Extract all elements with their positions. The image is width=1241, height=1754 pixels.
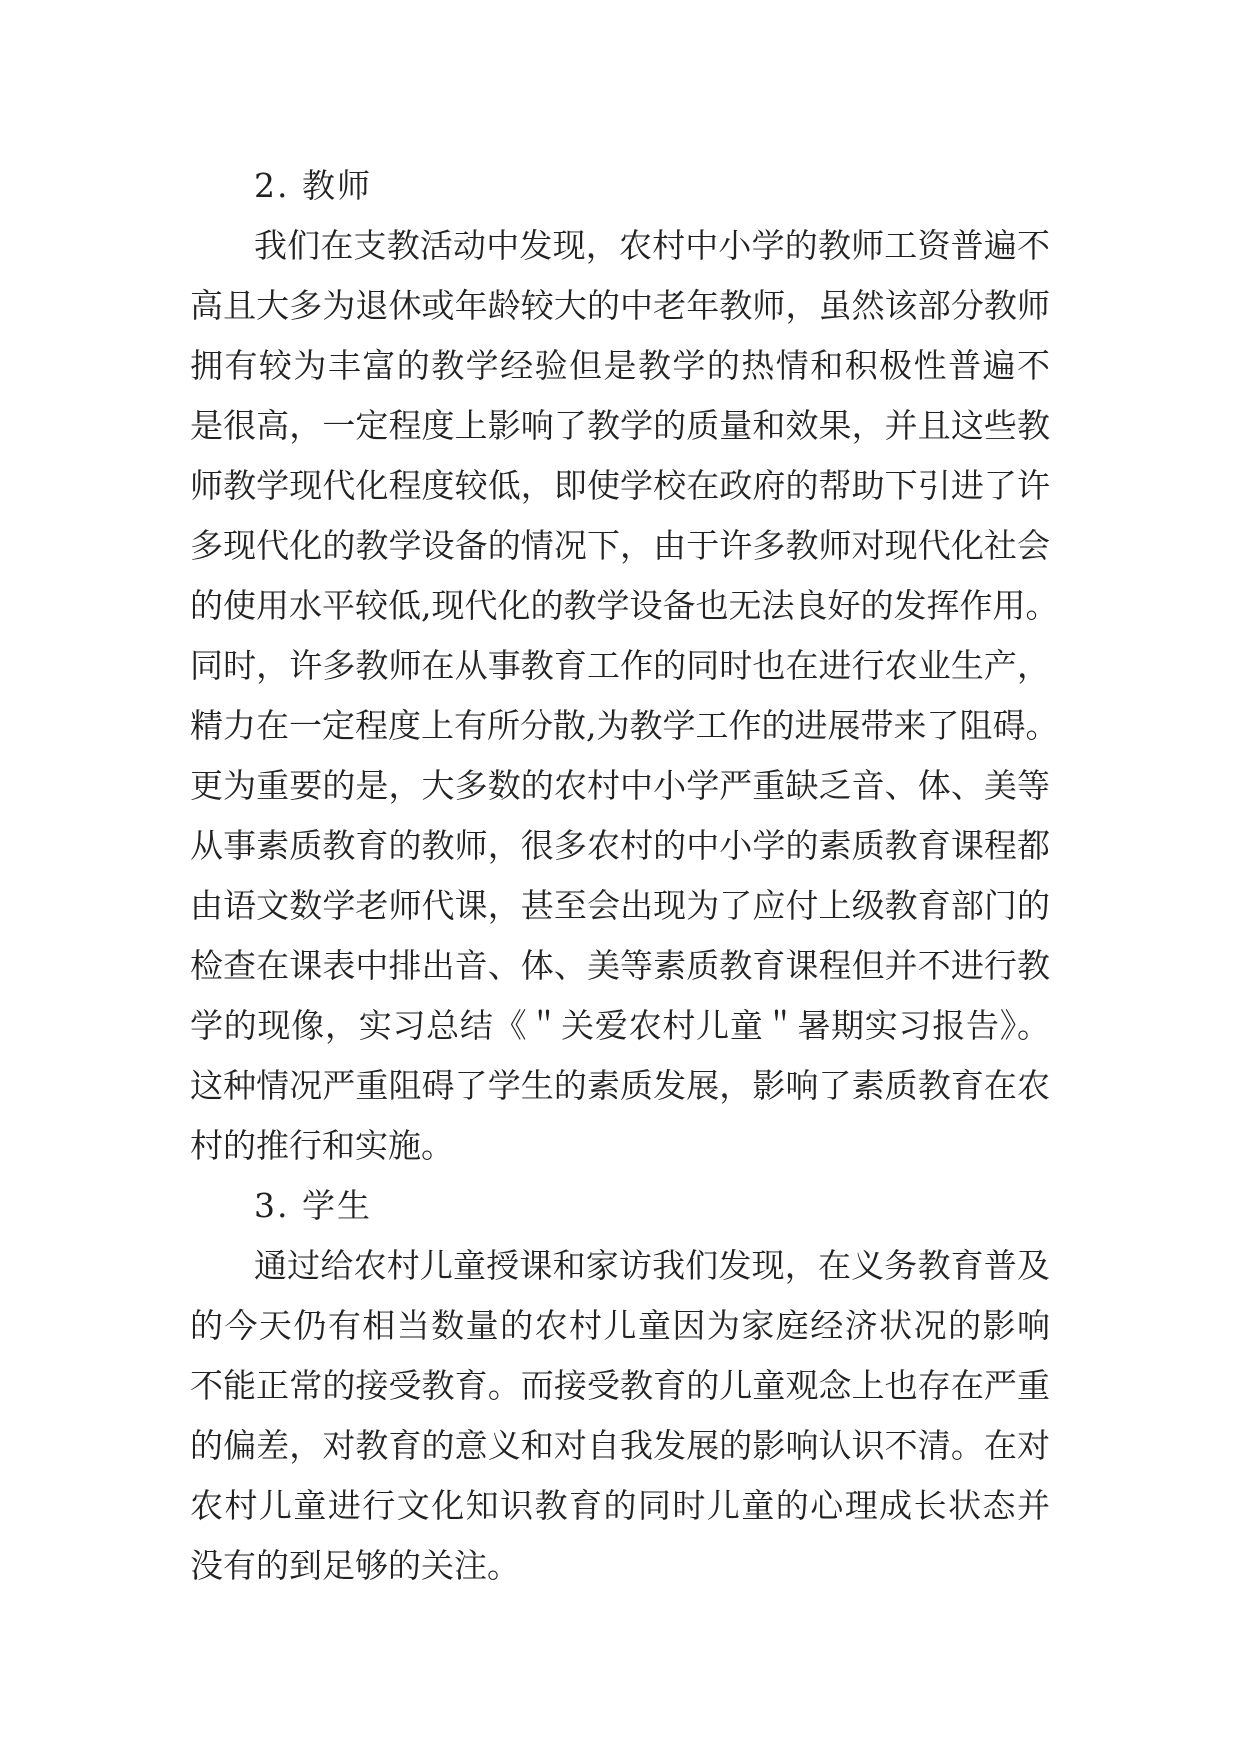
paragraph-line: 更为重要的是，大多数的农村中小学严重缺乏音、体、美等 [190, 766, 1050, 805]
paragraph-line: 通过给农村儿童授课和家访我们发现，在义务教育普及 [254, 1246, 1050, 1285]
paragraph-line: 师教学现代化程度较低，即使学校在政府的帮助下引进了许 [190, 466, 1050, 505]
paragraph-line: 由语文数学老师代课，甚至会出现为了应付上级教育部门的 [190, 886, 1050, 925]
paragraph-line: 同时，许多教师在从事教育工作的同时也在进行农业生产， [190, 646, 1050, 685]
paragraph-line: 精力在一定程度上有所分散,为教学工作的进展带来了阻碍。 [190, 706, 1059, 745]
paragraph-line: 检查在课表中排出音、体、美等素质教育课程但并不进行教 [190, 946, 1050, 985]
paragraph-line: 的使用水平较低,现代化的教学设备也无法良好的发挥作用。 [190, 586, 1059, 625]
paragraph-line: 是很高，一定程度上影响了教学的质量和效果，并且这些教 [190, 406, 1050, 445]
paragraph-line: 拥有较为丰富的教学经验但是教学的热情和积极性普遍不 [190, 346, 1050, 385]
paragraph-line: 的偏差，对教育的意义和对自我发展的影响认识不清。在对 [190, 1426, 1050, 1465]
paragraph-line: 学的现像，实习总结《＂关爱农村儿童＂暑期实习报告》。 [190, 1006, 1050, 1045]
paragraph-line: 这种情况严重阻碍了学生的素质发展，影响了素质教育在农 [190, 1066, 1050, 1105]
paragraph-line: 村的推行和实施。 [190, 1126, 454, 1165]
paragraph-line: 的今天仍有相当数量的农村儿童因为家庭经济状况的影响 [190, 1306, 1050, 1345]
paragraph-line: 从事素质教育的教师，很多农村的中小学的素质教育课程都 [190, 826, 1050, 865]
paragraph-line: 农村儿童进行文化知识教育的同时儿童的心理成长状态并 [190, 1486, 1050, 1525]
paragraph-line: 高且大多为退休或年龄较大的中老年教师，虽然该部分教师 [190, 286, 1050, 325]
paragraph-line: 多现代化的教学设备的情况下，由于许多教师对现代化社会 [190, 526, 1050, 565]
paragraph-line: 不能正常的接受教育。而接受教育的儿童观念上也存在严重 [190, 1366, 1050, 1405]
paragraph-line: 没有的到足够的关注。 [190, 1546, 520, 1585]
section-heading-student: 3. 学生 [254, 1186, 372, 1225]
paragraph-line: 我们在支教活动中发现，农村中小学的教师工资普遍不 [254, 226, 1050, 265]
section-heading-teacher: 2. 教师 [254, 166, 372, 205]
